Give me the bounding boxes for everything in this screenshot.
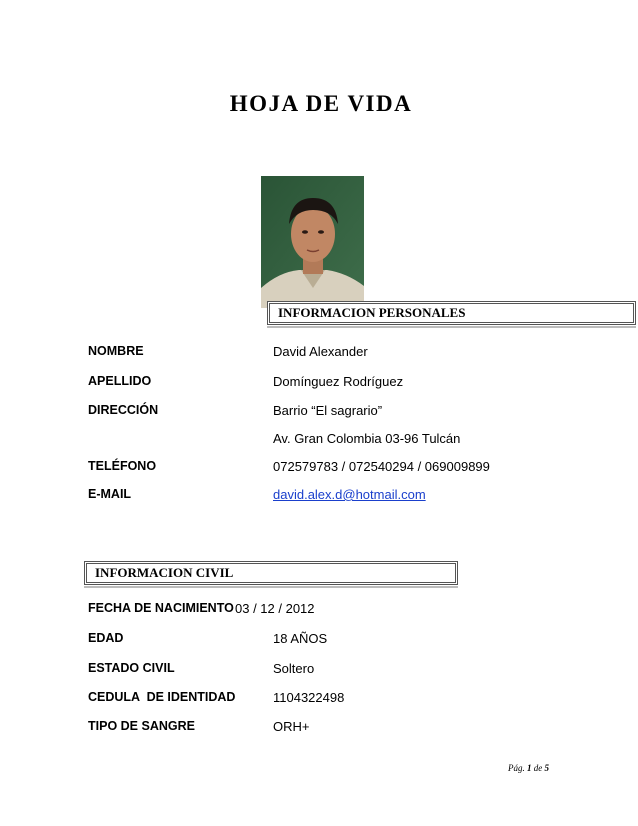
field-label: ESTADO CIVIL (88, 661, 175, 675)
field-label: FECHA DE NACIMIENTO (88, 601, 234, 615)
page-prefix: Pág. (508, 763, 525, 773)
field-label: TELÉFONO (88, 459, 157, 473)
civil-info-heading: INFORMACION CIVIL (84, 561, 458, 585)
field-label: EDAD (88, 631, 124, 645)
personal-row-direccion-2 (0, 431, 638, 447)
field-value: David Alexander (273, 344, 368, 359)
field-value: Av. Gran Colombia 03-96 Tulcán (273, 431, 461, 446)
civil-row-estado-civil (0, 661, 638, 677)
page-number: 1 (527, 763, 532, 773)
personal-info-heading: INFORMACION PERSONALES (267, 301, 636, 325)
field-value: 18 AÑOS (273, 631, 328, 646)
field-label: CEDULA DE IDENTIDAD (88, 690, 236, 704)
personal-row-direccion (0, 403, 638, 419)
field-label: DIRECCIÓN (88, 403, 159, 417)
field-label: TIPO DE SANGRE (88, 719, 195, 733)
personal-row-email (0, 487, 638, 503)
profile-photo (261, 176, 364, 308)
personal-row-telefono (0, 459, 638, 475)
civil-row-cedula (0, 690, 638, 706)
personal-row-nombre (0, 344, 638, 360)
civil-row-edad (0, 631, 638, 647)
field-value: 072579783 / 072540294 / 069009899 (273, 459, 490, 474)
field-value: ORH+ (273, 719, 310, 734)
civil-row-fecha-nacimiento (0, 601, 638, 617)
page-separator: de (533, 763, 543, 773)
field-label: E-MAIL (88, 487, 132, 501)
field-value: Domínguez Rodríguez (273, 374, 404, 389)
page-total: 5 (544, 763, 549, 773)
field-value: Soltero (273, 661, 315, 676)
page-footer (508, 763, 549, 773)
field-value: 1104322498 (273, 690, 345, 705)
field-label: NOMBRE (88, 344, 144, 358)
civil-row-tipo-sangre (0, 719, 638, 735)
email-link[interactable]: david.alex.d@hotmail.com (273, 487, 426, 502)
field-value: Barrio “El sagrario” (273, 403, 383, 418)
document-title: HOJA DE VIDA (229, 91, 413, 116)
field-label: APELLIDO (88, 374, 152, 388)
field-value: 03 / 12 / 2012 (235, 601, 315, 616)
personal-row-apellido (0, 374, 638, 390)
